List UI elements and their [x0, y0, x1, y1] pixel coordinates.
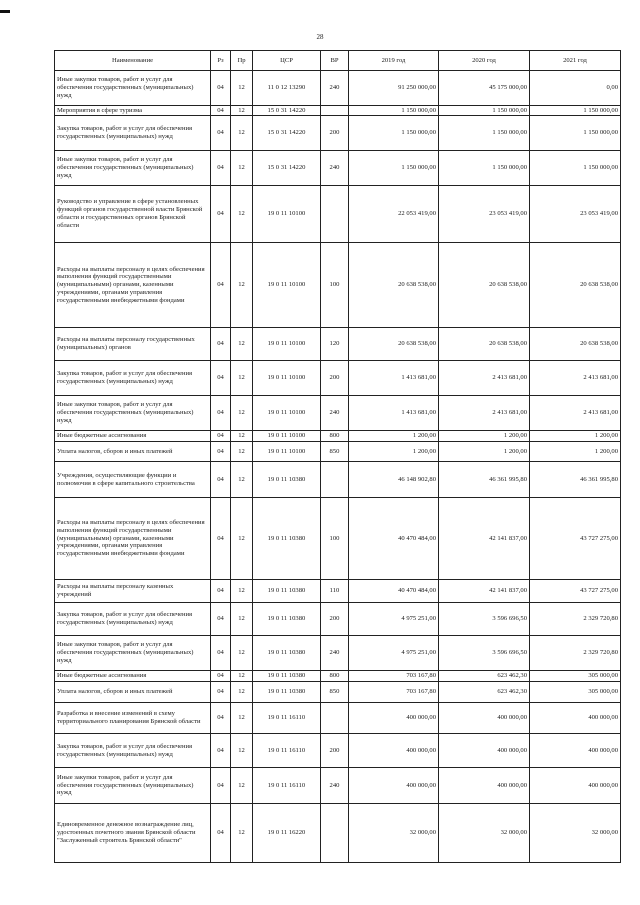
row-amount-2019: 4 975 251,00 [349, 603, 439, 636]
row-amount-2020: 623 462,30 [439, 671, 530, 682]
row-vr: 200 [321, 603, 349, 636]
row-amount-2020: 3 596 696,50 [439, 636, 530, 671]
row-vr [321, 106, 349, 116]
row-amount-2021: 43 727 275,00 [530, 498, 621, 580]
row-amount-2020: 400 000,00 [439, 768, 530, 804]
row-amount-2020: 3 596 696,50 [439, 603, 530, 636]
row-amount-2020: 1 200,00 [439, 442, 530, 462]
row-amount-2020: 623 462,30 [439, 682, 530, 703]
row-amount-2021: 305 000,00 [530, 682, 621, 703]
row-name: Закупка товаров, работ и услуг для обеспечения государственных (муниципальных) нужд [55, 603, 211, 636]
row-csr: 19 0 11 16110 [253, 768, 321, 804]
row-pr: 12 [231, 442, 253, 462]
row-amount-2021: 305 000,00 [530, 671, 621, 682]
header-2021: 2021 год [530, 51, 621, 71]
row-pr: 12 [231, 186, 253, 243]
row-vr: 240 [321, 636, 349, 671]
row-rz: 04 [211, 682, 231, 703]
row-amount-2019: 4 975 251,00 [349, 636, 439, 671]
row-amount-2021: 400 000,00 [530, 703, 621, 734]
row-rz: 04 [211, 186, 231, 243]
row-rz: 04 [211, 442, 231, 462]
row-pr: 12 [231, 106, 253, 116]
row-csr: 15 0 31 14220 [253, 106, 321, 116]
row-csr: 19 0 11 10100 [253, 243, 321, 328]
row-pr: 12 [231, 462, 253, 498]
row-amount-2019: 400 000,00 [349, 768, 439, 804]
row-amount-2019: 1 200,00 [349, 442, 439, 462]
row-name: Учреждения, осуществляющие функции и полномочия в сфере капитального строительства [55, 462, 211, 498]
row-amount-2020: 1 150 000,00 [439, 106, 530, 116]
row-pr: 12 [231, 71, 253, 106]
row-amount-2021: 400 000,00 [530, 734, 621, 768]
row-name: Уплата налогов, сборов и иных платежей [55, 682, 211, 703]
table-row [55, 431, 621, 442]
table-row [55, 71, 621, 106]
row-rz: 04 [211, 361, 231, 396]
row-name: Закупка товаров, работ и услуг для обеспечения государственных (муниципальных) нужд [55, 361, 211, 396]
row-csr: 19 0 11 10100 [253, 186, 321, 243]
row-vr: 200 [321, 116, 349, 151]
table-row [55, 603, 621, 636]
row-amount-2021: 1 200,00 [530, 442, 621, 462]
row-rz: 04 [211, 671, 231, 682]
row-vr [321, 804, 349, 863]
row-name: Расходы на выплаты персоналу в целях обеспечения выполнения функций государственными (муниципальными) органами, казенными учреждениями, органами управления государственными внебюджетными фондами [55, 498, 211, 580]
row-amount-2021: 1 150 000,00 [530, 106, 621, 116]
row-amount-2021: 46 361 995,80 [530, 462, 621, 498]
row-rz: 04 [211, 243, 231, 328]
row-rz: 04 [211, 498, 231, 580]
row-amount-2020: 2 413 681,00 [439, 361, 530, 396]
row-vr: 850 [321, 682, 349, 703]
row-name: Закупка товаров, работ и услуг для обеспечения государственных (муниципальных) нужд [55, 116, 211, 151]
row-name: Иные закупки товаров, работ и услуг для обеспечения государственных (муниципальных) нужд [55, 636, 211, 671]
row-vr: 240 [321, 768, 349, 804]
row-rz: 04 [211, 151, 231, 186]
table-row [55, 462, 621, 498]
row-rz: 04 [211, 603, 231, 636]
row-csr: 19 0 11 10100 [253, 442, 321, 462]
row-rz: 04 [211, 768, 231, 804]
row-rz: 04 [211, 71, 231, 106]
row-amount-2019: 1 150 000,00 [349, 151, 439, 186]
row-name: Руководство и управление в сфере установленных функций органов государственной власти Брянской области и государственных органов Брянской области [55, 186, 211, 243]
row-csr: 15 0 31 14220 [253, 116, 321, 151]
row-csr: 19 0 11 10380 [253, 636, 321, 671]
row-pr: 12 [231, 636, 253, 671]
row-rz: 04 [211, 804, 231, 863]
row-vr: 100 [321, 243, 349, 328]
row-amount-2019: 40 470 484,00 [349, 498, 439, 580]
row-amount-2020: 42 141 837,00 [439, 498, 530, 580]
row-rz: 04 [211, 328, 231, 361]
row-amount-2019: 40 470 484,00 [349, 580, 439, 603]
row-csr: 19 0 11 10380 [253, 671, 321, 682]
row-amount-2021: 0,00 [530, 71, 621, 106]
row-amount-2020: 20 638 538,00 [439, 243, 530, 328]
row-csr: 11 0 12 13290 [253, 71, 321, 106]
row-amount-2020: 1 200,00 [439, 431, 530, 442]
row-vr: 200 [321, 734, 349, 768]
table-row [55, 804, 621, 863]
row-amount-2019: 1 200,00 [349, 431, 439, 442]
row-rz: 04 [211, 116, 231, 151]
row-amount-2021: 2 413 681,00 [530, 396, 621, 431]
row-vr: 800 [321, 431, 349, 442]
row-name: Иные закупки товаров, работ и услуг для обеспечения государственных (муниципальных) нужд [55, 396, 211, 431]
row-amount-2021: 1 150 000,00 [530, 151, 621, 186]
row-amount-2021: 2 413 681,00 [530, 361, 621, 396]
row-amount-2020: 400 000,00 [439, 703, 530, 734]
row-csr: 19 0 11 10100 [253, 361, 321, 396]
table-row [55, 498, 621, 580]
row-csr: 19 0 11 10380 [253, 580, 321, 603]
row-pr: 12 [231, 603, 253, 636]
row-vr: 850 [321, 442, 349, 462]
row-vr: 100 [321, 498, 349, 580]
row-amount-2021: 1 150 000,00 [530, 116, 621, 151]
row-amount-2019: 22 053 419,00 [349, 186, 439, 243]
row-amount-2019: 400 000,00 [349, 734, 439, 768]
row-pr: 12 [231, 768, 253, 804]
scan-edge-mark [0, 10, 10, 13]
row-amount-2021: 2 329 720,80 [530, 603, 621, 636]
header-rz: Рз [211, 51, 231, 71]
row-name: Единовременное денежное вознаграждение лиц, удостоенных почетного звания Брянской области "Заслуженный строитель Брянской области" [55, 804, 211, 863]
row-amount-2019: 46 148 902,80 [349, 462, 439, 498]
row-name: Иные закупки товаров, работ и услуг для обеспечения государственных (муниципальных) нужд [55, 151, 211, 186]
row-vr: 800 [321, 671, 349, 682]
row-csr: 19 0 11 10100 [253, 328, 321, 361]
row-amount-2019: 1 413 681,00 [349, 396, 439, 431]
row-amount-2020: 400 000,00 [439, 734, 530, 768]
row-vr [321, 462, 349, 498]
row-name: Иные бюджетные ассигнования [55, 431, 211, 442]
row-name: Расходы на выплаты персоналу в целях обеспечения выполнения функций государственными (муниципальными) органами, казенными учреждениями, органами управления государственными внебюджетными фондами [55, 243, 211, 328]
row-amount-2019: 20 638 538,00 [349, 243, 439, 328]
row-pr: 12 [231, 361, 253, 396]
row-rz: 04 [211, 106, 231, 116]
row-amount-2019: 20 638 538,00 [349, 328, 439, 361]
header-2020: 2020 год [439, 51, 530, 71]
row-amount-2019: 1 413 681,00 [349, 361, 439, 396]
row-pr: 12 [231, 498, 253, 580]
row-pr: 12 [231, 671, 253, 682]
row-csr: 19 0 11 10380 [253, 462, 321, 498]
row-pr: 12 [231, 703, 253, 734]
row-csr: 15 0 31 14220 [253, 151, 321, 186]
row-pr: 12 [231, 116, 253, 151]
table-row [55, 734, 621, 768]
table-row [55, 116, 621, 151]
row-amount-2021: 1 200,00 [530, 431, 621, 442]
row-pr: 12 [231, 151, 253, 186]
budget-table [54, 50, 621, 863]
row-amount-2019: 703 167,80 [349, 682, 439, 703]
row-amount-2019: 703 167,80 [349, 671, 439, 682]
row-amount-2020: 1 150 000,00 [439, 116, 530, 151]
row-csr: 19 0 11 10380 [253, 498, 321, 580]
row-csr: 19 0 11 10100 [253, 396, 321, 431]
row-amount-2019: 32 000,00 [349, 804, 439, 863]
row-amount-2020: 46 361 995,80 [439, 462, 530, 498]
table-row [55, 671, 621, 682]
row-name: Расходы на выплаты персоналу казенных учреждений [55, 580, 211, 603]
row-vr: 110 [321, 580, 349, 603]
table-body [55, 71, 621, 863]
row-amount-2019: 91 250 000,00 [349, 71, 439, 106]
row-name: Уплата налогов, сборов и иных платежей [55, 442, 211, 462]
row-csr: 19 0 11 16110 [253, 703, 321, 734]
row-amount-2019: 1 150 000,00 [349, 106, 439, 116]
row-vr [321, 703, 349, 734]
row-amount-2021: 20 638 538,00 [530, 243, 621, 328]
row-csr: 19 0 11 16110 [253, 734, 321, 768]
table-row [55, 703, 621, 734]
header-csr: ЦСР [253, 51, 321, 71]
table-row [55, 580, 621, 603]
row-pr: 12 [231, 734, 253, 768]
row-name: Мероприятия в сфере туризма [55, 106, 211, 116]
row-rz: 04 [211, 580, 231, 603]
row-rz: 04 [211, 396, 231, 431]
table-row [55, 396, 621, 431]
row-vr: 240 [321, 396, 349, 431]
header-name: Наименование [55, 51, 211, 71]
row-vr [321, 186, 349, 243]
row-vr: 240 [321, 151, 349, 186]
row-csr: 19 0 11 10380 [253, 682, 321, 703]
row-name: Иные бюджетные ассигнования [55, 671, 211, 682]
header-pr: Пр [231, 51, 253, 71]
table-row [55, 442, 621, 462]
row-csr: 19 0 11 10380 [253, 603, 321, 636]
row-pr: 12 [231, 243, 253, 328]
table-row [55, 768, 621, 804]
table-header-row [55, 51, 621, 71]
row-rz: 04 [211, 462, 231, 498]
row-rz: 04 [211, 703, 231, 734]
row-amount-2019: 1 150 000,00 [349, 116, 439, 151]
header-2019: 2019 год [349, 51, 439, 71]
row-name: Иные закупки товаров, работ и услуг для обеспечения государственных (муниципальных) нужд [55, 71, 211, 106]
row-pr: 12 [231, 580, 253, 603]
table-row [55, 361, 621, 396]
row-amount-2020: 20 638 538,00 [439, 328, 530, 361]
row-amount-2021: 23 053 419,00 [530, 186, 621, 243]
table-row [55, 106, 621, 116]
table-row [55, 186, 621, 243]
row-rz: 04 [211, 431, 231, 442]
row-amount-2021: 400 000,00 [530, 768, 621, 804]
row-csr: 19 0 11 10100 [253, 431, 321, 442]
row-rz: 04 [211, 734, 231, 768]
row-pr: 12 [231, 396, 253, 431]
table-row [55, 243, 621, 328]
row-name: Разработка и внесение изменений в схему территориального планирования Брянской области [55, 703, 211, 734]
row-vr: 240 [321, 71, 349, 106]
row-pr: 12 [231, 682, 253, 703]
table-row [55, 151, 621, 186]
page-number: 28 [316, 33, 324, 41]
row-amount-2021: 32 000,00 [530, 804, 621, 863]
row-amount-2021: 43 727 275,00 [530, 580, 621, 603]
table-row [55, 682, 621, 703]
row-amount-2021: 2 329 720,80 [530, 636, 621, 671]
row-amount-2020: 2 413 681,00 [439, 396, 530, 431]
row-amount-2020: 42 141 837,00 [439, 580, 530, 603]
table-row [55, 636, 621, 671]
table-row [55, 328, 621, 361]
header-vr: ВР [321, 51, 349, 71]
row-amount-2020: 45 175 000,00 [439, 71, 530, 106]
row-amount-2021: 20 638 538,00 [530, 328, 621, 361]
row-vr: 200 [321, 361, 349, 396]
row-pr: 12 [231, 328, 253, 361]
row-pr: 12 [231, 431, 253, 442]
row-amount-2020: 1 150 000,00 [439, 151, 530, 186]
row-rz: 04 [211, 636, 231, 671]
row-vr: 120 [321, 328, 349, 361]
row-amount-2020: 23 053 419,00 [439, 186, 530, 243]
row-name: Иные закупки товаров, работ и услуг для обеспечения государственных (муниципальных) нужд [55, 768, 211, 804]
row-name: Закупка товаров, работ и услуг для обеспечения государственных (муниципальных) нужд [55, 734, 211, 768]
row-name: Расходы на выплаты персоналу государственных (муниципальных) органов [55, 328, 211, 361]
row-amount-2020: 32 000,00 [439, 804, 530, 863]
row-amount-2019: 400 000,00 [349, 703, 439, 734]
row-csr: 19 0 11 16220 [253, 804, 321, 863]
row-pr: 12 [231, 804, 253, 863]
